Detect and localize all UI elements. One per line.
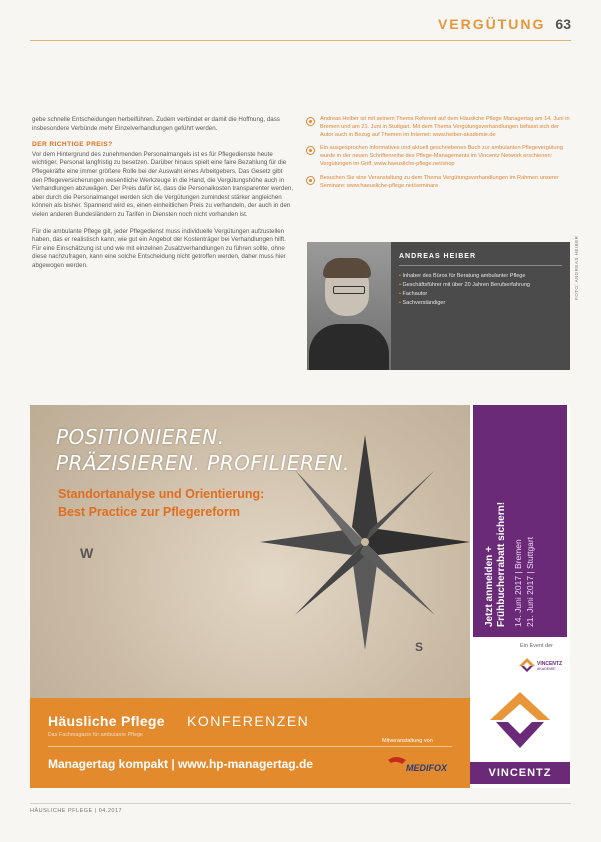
info-bullet-icon [306,117,315,126]
vincentz-logo-icon [488,690,552,750]
sidebar-event-label: Ein Event der [520,643,554,649]
info-text: Ein ausgesprochen informatives und aktuell geschriebenes Buch zur ambulanten Pflegevergütung wurde in der neuen Schriftenreihe des Pflege-Managements im Vincentz Network erschienen: Vergütungen im Griff, www.haeusliche-pflege.net/shop [320,145,563,167]
info-box [306,116,572,196]
sidebar-date-1: 14. Juni 2017 | Bremen [513,539,523,627]
compass-letter-w: W [80,545,94,561]
header-divider [30,40,571,41]
ad-subline-2: Best Practice zur Pflegereform [58,505,241,519]
info-item [306,116,572,139]
author-box [307,242,570,370]
ad-subline-1: Standortanalyse und Orientierung: [58,487,265,501]
footer-divider [30,803,571,804]
section-title: VERGÜTUNG [437,16,546,32]
author-fact: • Sachverständiger [399,299,562,308]
sidebar-brand: VINCENTZ [470,762,570,784]
author-photo [307,242,391,370]
footer: HÄUSLICHE PFLEGE | 04.2017 [30,808,123,814]
author-fact: • Inhaber des Büros für Beratung ambulanter Pflege [399,272,562,281]
ad-sidebar [470,405,570,788]
article-intro: gebe schnelle Entscheidungen herbeiführen. Zudem verbindet er damit die Hoffnung, dass insbesondere Verbünde mehr Einzelverhandlungen geführt werden. [32,116,280,132]
page-header [438,16,571,32]
brand-title-2: KONFERENZEN [187,713,310,729]
sidebar-vincentz-small: VINCENTZ [537,661,562,667]
partner-name: MEDIFOX [406,763,448,773]
vincentz-small-logo-icon [518,657,536,673]
author-content [391,242,570,370]
sidebar-cta-1[interactable]: Jetzt anmelden + [484,546,495,627]
sidebar-date-2: 21. Juni 2017 | Stuttgart [525,536,535,627]
band-divider [48,746,452,747]
ad-sidebar-texts [484,417,536,627]
article-column [32,116,294,279]
compass-letter-s: S [415,640,424,654]
medifox-logo [382,754,452,774]
photo-credit: FOTO: ANDREAS HEIBER [574,235,579,300]
brand-tagline: Das Fachmagazin für ambulante Pflege [48,732,144,738]
author-fact: • Geschäftsführer mit über 20 Jahren Berufserfahrung [399,281,562,290]
ad-headline-1: POSITIONIEREN. [56,425,225,449]
ad-url-line[interactable]: Managertag kompakt | www.hp-managertag.de [48,757,313,771]
partner-label: Mitveranstaltung von [382,738,433,744]
author-name: ANDREAS HEIBER [399,252,562,266]
article-body-1: Vor dem Hintergrund des zunehmenden Personalmangels ist es für Pflegedienste heute wichtiger, Personal langfristig zu besetzen. Darüber hinaus spielt eine faire Bezahlung für die Pflegekräfte eine immer größere Rolle bei der Auswahl eines Arbeitgebers. Das Gesetz gibt den Pflegeversicherungen wesentliche Werkzeuge in die Hand, die Vergütungshöhe auch in Verhandlungen abzuwägen. Der Preis dafür ist, dass die Personalkosten transparenter werden, aber durch die Personalmangel werden sich die Vergütungen zumindest stärker angleichen können als bisher. Spannend wird es, einen einheitlichen Preis zu verhandeln, der auch in den vielen anderen Bundesländern zu Tarifen in Diensten noch nicht vorhanden ist. [32,150,294,218]
author-fact: • Fachautor [399,290,562,299]
info-text: Besuchen Sie eine Veranstaltung zu dem Thema Vergütungsverhandlungen im Rahmen unserer Seminare: www.haeusliche-pflege.net/seminare [320,174,559,189]
info-item [306,175,572,191]
article-subheading: DER RICHTIGE PREIS? [32,141,113,149]
article-body-2: Für die ambulante Pflege gilt, jeder Pflegedienst muss individuelle Vergütungen aufzustellen haben, das er realistisch kann, wie gut ein Angebot der Kostenträger bei Verhandlungen hilft. Für eine Einschätzung ist und wie mit einzelnen Zusatzverhandlungen zu führen sollte, ohne diese nachzufragen, kann eine solche Entscheidung nicht getroffen werden, daher muss hier abgewogen werden. [32,227,286,269]
brand-title: Häusliche Pflege [48,713,165,729]
info-item [306,145,572,168]
advertisement[interactable] [30,405,570,788]
ad-headline-2: PRÄZISIEREN. PROFILIEREN. [56,451,350,475]
info-bullet-icon [306,146,315,155]
sidebar-cta-2[interactable]: Frühbucherrabatt sichern! [496,501,507,627]
info-text: Andreas Heiber ist mit seinem Thema Referent auf dem Häusliche Pflege Managertag am 14. Juni in Bremen und am 21. Juni in Stuttgart. Mit dem Thema Vergütungsverhandlungen befasst sich der Autor auch in Bezug auf Themen im Internet: www.heiber-akademie.de [320,116,570,138]
page-number: 63 [555,16,571,32]
info-bullet-icon [306,176,315,185]
sidebar-vincentz-sub: AKADEMIE [537,667,556,671]
